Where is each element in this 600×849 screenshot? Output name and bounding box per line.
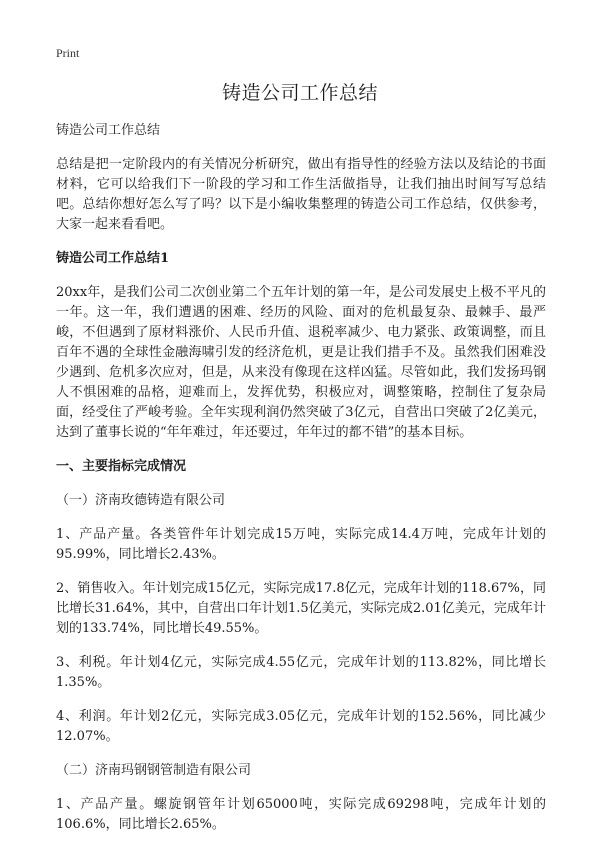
document-subtitle: 铸造公司工作总结 xyxy=(56,123,161,138)
list-item: 4、利润。年计划2亿元，实际完成3.05亿元，完成年计划的152.56%，同比减少12.07%。 xyxy=(56,709,546,744)
document-body xyxy=(56,121,546,849)
list-item: 1、产品产量。各类管件年计划完成15万吨，实际完成14.4万吨，完成年计划的95.99%，同比增长2.43%。 xyxy=(56,527,546,562)
company-heading: （二）济南玛钢钢管制造有限公司 xyxy=(56,763,252,778)
list-item: 1、产品产量。螺旋钢管年计划65000吨，实际完成69298吨，完成年计划的106.6%，同比增长2.65%。 xyxy=(56,797,546,832)
page-title: 铸造公司工作总结 xyxy=(221,82,378,104)
intro-paragraph: 总结是把一定阶段内的有关情况分析研究，做出有指导性的经验方法以及结论的书面材料，它可以给我们下一阶段的学习和工作生活做指导，让我们抽出时间写写总结吧。总结你想好怎么写了吗？以下是小编收集整理的铸造公司工作总结，仅供参考，大家一起来看看吧。 xyxy=(56,157,546,232)
company-heading: （一）济南玫德铸造有限公司 xyxy=(56,493,226,508)
list-item: 2、销售收入。年计划完成15亿元，实际完成17.8亿元，完成年计划的118.67%，同比增长31.64%，其中，自营出口年计划1.5亿美元，实际完成2.01亿美元，完成年计划的133.74%，同比增长49.55%。 xyxy=(56,581,546,636)
list-item: 3、利税。年计划4亿元，实际完成4.55亿元，完成年计划的113.82%，同比增长1.35%。 xyxy=(56,655,546,690)
section-paragraph: 20xx年，是我们公司二次创业第二个五年计划的第一年，是公司发展史上极不平凡的一年。这一年，我们遭遇的困难、经历的风险、面对的危机最复杂、最棘手、最严峻，不但遇到了原材料涨价、人民币升值、退税率减少、电力紧张、政策调整，而且百年不遇的全球性金融海啸引发的经济危机，更是让我们措手不及。虽然我们困难没少遇到、危机多次应对，但是，从来没有像现在这样凶猛。尽管如此，我们发扬玛钢人不惧困难的品格，迎难而上，发挥优势，积极应对，调整策略，控制住了复杂局面，经受住了严峻考验。全年实现利润仍然突破了3亿元，自营出口突破了2亿美元，达到了董事长说的“年年难过，年还要过，年年过的都不错”的基本目标。 xyxy=(56,285,546,440)
section-heading: 铸造公司工作总结1 xyxy=(56,251,170,266)
print-link[interactable]: Print xyxy=(56,46,80,60)
part-heading: 一、主要指标完成情况 xyxy=(56,459,187,474)
